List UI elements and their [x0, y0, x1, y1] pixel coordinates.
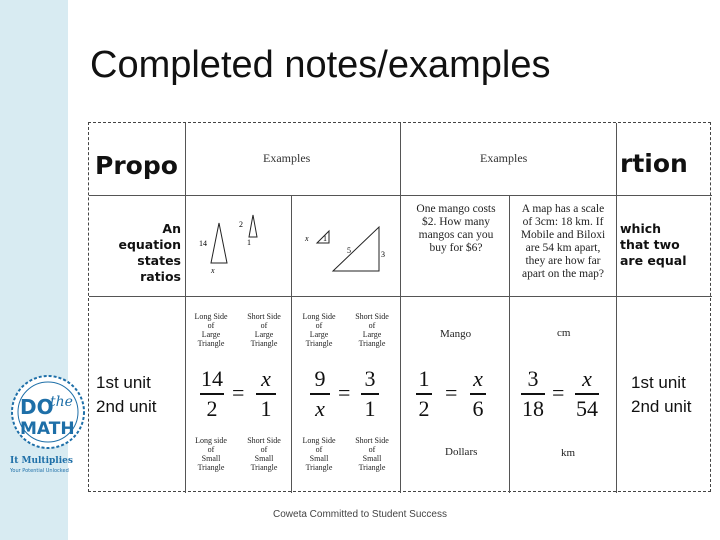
unit-label: Dollars	[445, 446, 478, 458]
similar-triangles-diagram	[189, 201, 287, 293]
triangle-side-label: Short Side of Small Triangle	[355, 436, 389, 472]
fraction: x 54	[576, 366, 598, 421]
side-label: 1	[323, 234, 327, 243]
fraction: x 6	[470, 366, 486, 422]
fraction: 3 1	[361, 366, 379, 422]
fraction: 1 2	[416, 366, 432, 422]
grid-line	[89, 195, 712, 196]
grid-line	[89, 296, 712, 297]
examples-label: Examples	[480, 151, 528, 165]
triangle-side-label: Short Side of Large Triangle	[355, 312, 389, 348]
grid-line	[185, 123, 186, 493]
side-label: 3	[381, 250, 385, 259]
unit-label: cm	[557, 327, 571, 339]
examples-label: Examples	[263, 151, 311, 165]
definition-left: An equation states ratios	[118, 221, 181, 284]
grid-line	[291, 195, 292, 493]
fraction: 9 x	[310, 366, 330, 422]
triangle-side-label: Long Side of Large Triangle	[194, 312, 228, 348]
logo-text: the	[50, 394, 73, 410]
equals-sign: =	[552, 380, 565, 405]
unit-label: Mango	[440, 328, 472, 340]
logo-text: DO	[20, 395, 54, 419]
unit-ratio-left: 1st unit 2nd unit	[96, 373, 157, 416]
equals-sign: =	[232, 380, 245, 405]
unit-label: km	[561, 447, 576, 459]
equals-sign: =	[445, 380, 458, 405]
triangle-side-label: Long Side of Small Triangle	[302, 436, 336, 472]
fraction: 3 18	[522, 366, 544, 421]
unit-ratio-right: 1st unit 2nd unit	[631, 373, 692, 416]
side-label: 1	[247, 238, 251, 247]
definition-right: which that two are equal	[620, 221, 687, 268]
grid-line	[509, 195, 510, 493]
similar-triangles-diagram	[293, 201, 397, 293]
side-label: 14	[199, 239, 207, 248]
side-label: 5	[347, 246, 351, 255]
proportion-notes-table	[88, 122, 711, 492]
grid-line	[616, 123, 617, 493]
side-label: 2	[239, 220, 243, 229]
side-label: x	[211, 266, 215, 275]
do-the-math-logo	[6, 374, 86, 474]
triangle-side-label: Short Side of Large Triangle	[247, 312, 281, 348]
footer-text: Coweta Committed to Student Success	[273, 509, 447, 520]
side-label: x	[305, 234, 309, 243]
fraction: x 1	[256, 366, 276, 422]
logo-subtag: Your Potential Unlocked	[10, 468, 69, 474]
logo-text: MATH	[20, 419, 75, 439]
heading-proportion-left: Propo	[95, 151, 178, 180]
slide-title: Completed notes/examples	[90, 44, 551, 86]
word-problem-map: A map has a scale of 3cm: 18 km. If Mobile and Biloxi are 54 km apart, they are how far apart on the map?	[520, 203, 606, 280]
fraction: 14 2	[201, 366, 223, 421]
grid-line	[400, 123, 401, 493]
logo-graphic	[6, 374, 86, 474]
equals-sign: =	[338, 380, 351, 405]
triangle-side-label: Long Side of Large Triangle	[302, 312, 336, 348]
triangle-side-label: Long side of Small Triangle	[195, 436, 227, 472]
heading-proportion-right: rtion	[620, 149, 688, 178]
word-problem-mango: One mango costs $2. How many mangos can you buy for $6?	[416, 203, 496, 254]
logo-tagline: It Multiplies	[10, 456, 73, 466]
triangle-side-label: Short Side of Small Triangle	[247, 436, 281, 472]
